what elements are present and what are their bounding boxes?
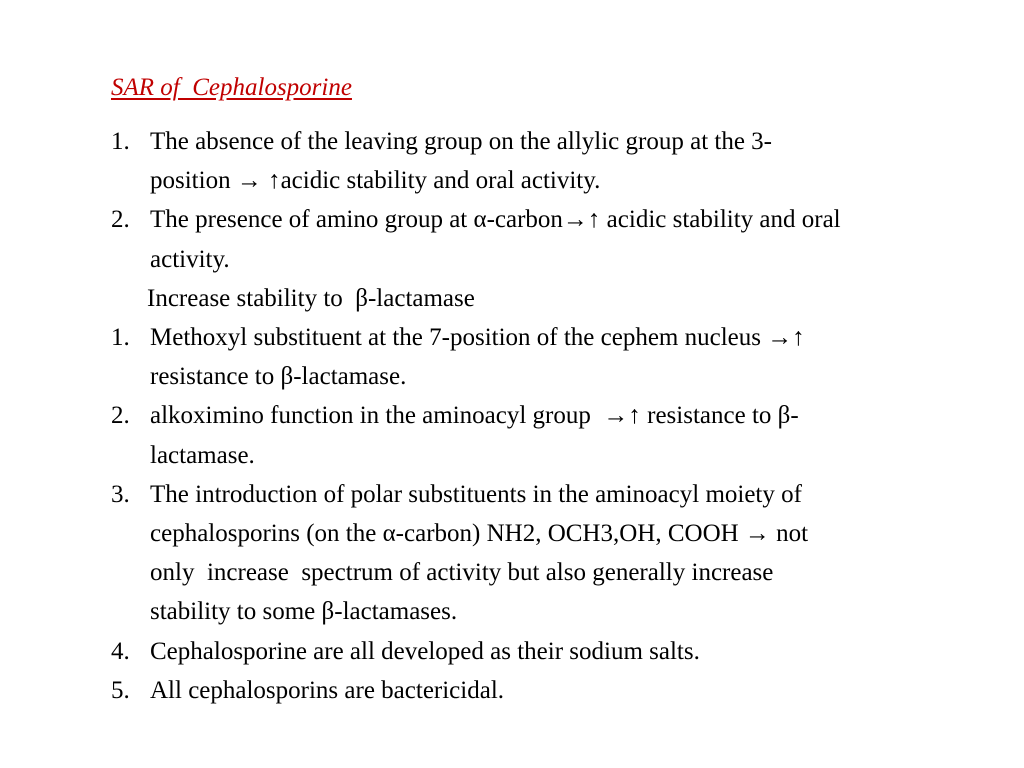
list-item-line: activity. <box>150 245 230 273</box>
list-item <box>111 671 951 710</box>
subheading: Increase stability to β-lactamase <box>147 284 475 312</box>
list-item <box>111 200 951 278</box>
list-item-line: Methoxyl substituent at the 7-position of the cephem nucleus →↑ <box>150 324 805 352</box>
list-item <box>111 632 951 671</box>
list-item-line: lactamase. <box>150 441 255 469</box>
list-item-line: The absence of the leaving group on the allylic group at the 3- <box>150 128 773 155</box>
slide-content <box>111 122 951 710</box>
list-item-line: cephalosporins (on the α-carbon) NH2, OCH3,OH, COOH → not <box>150 520 809 548</box>
list-item-number: 1. <box>111 128 130 155</box>
list-item-line: position → ↑acidic stability and oral activity. <box>150 167 601 195</box>
list-item-line: resistance to β-lactamase. <box>150 363 407 391</box>
slide-title: SAR of Cephalosporine <box>111 74 352 101</box>
list-item-line: Cephalosporine are all developed as their sodium salts. <box>150 637 700 665</box>
list-item-line: The presence of amino group at α-carbon→↑ acidic stability and oral <box>150 206 841 234</box>
list-item-number: 2. <box>111 206 130 234</box>
list-item <box>111 318 951 396</box>
list-item <box>111 475 951 632</box>
list-item <box>111 396 951 474</box>
list-item-number: 2. <box>111 402 130 430</box>
list-item-line: alkoximino function in the aminoacyl group →↑ resistance to β- <box>150 402 799 430</box>
list-item-line: only increase spectrum of activity but also generally increase <box>150 559 774 587</box>
list-item-line: All cephalosporins are bactericidal. <box>150 676 505 704</box>
list-item-number: 3. <box>111 480 130 508</box>
list-item-line: stability to some β-lactamases. <box>150 598 458 626</box>
list-item <box>111 122 951 200</box>
list-item-number: 4. <box>111 637 130 665</box>
list-item-number: 1. <box>111 324 130 352</box>
list-item-line: The introduction of polar substituents in the aminoacyl moiety of <box>150 480 802 508</box>
list-item-number: 5. <box>111 676 130 704</box>
